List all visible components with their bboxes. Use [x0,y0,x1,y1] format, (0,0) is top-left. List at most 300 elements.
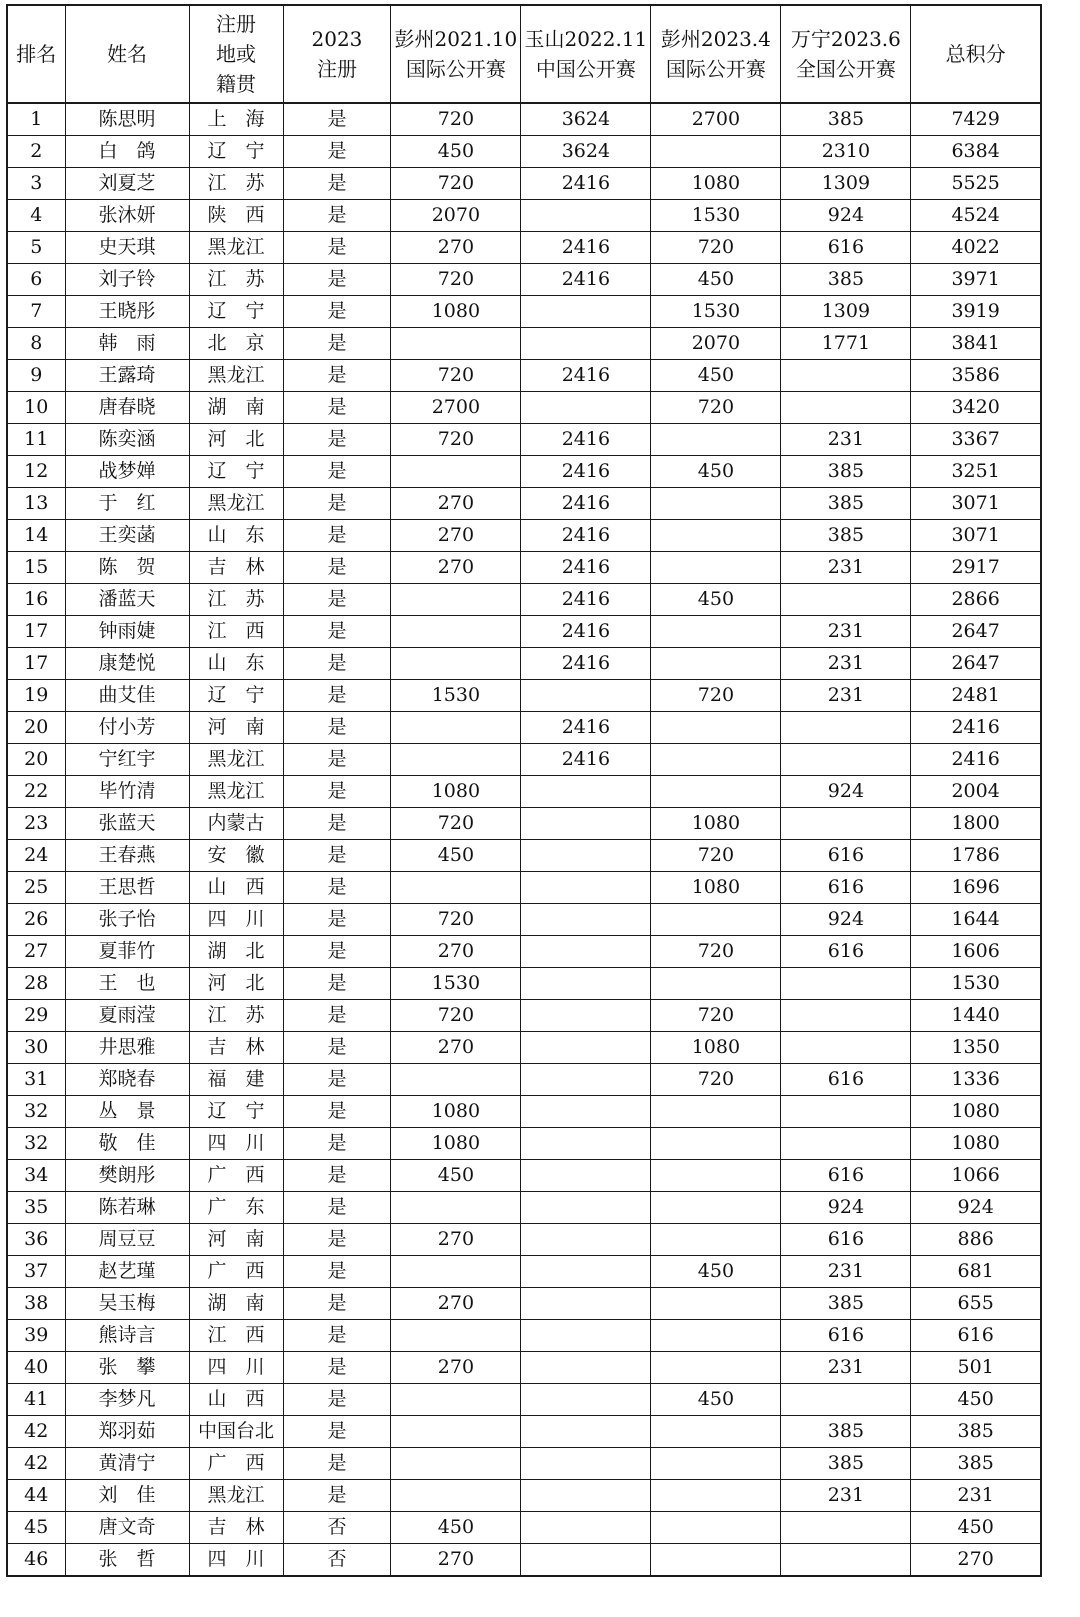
cell-region: 四 川 [189,1128,283,1160]
cell-registered-2023: 是 [283,712,391,744]
cell-event-pengzhou-2021: 270 [391,1032,521,1064]
cell-event-yushan-2022 [521,968,651,1000]
cell-event-wanning-2023 [781,1512,911,1544]
cell-event-pengzhou-2021: 450 [391,840,521,872]
table-row [7,328,1041,360]
cell-rank: 14 [7,520,65,552]
table-row [7,776,1041,808]
cell-event-pengzhou-2023 [651,968,781,1000]
cell-rank: 40 [7,1352,65,1384]
table-row [7,520,1041,552]
cell-region: 四 川 [189,1544,283,1577]
cell-rank: 25 [7,872,65,904]
cell-event-wanning-2023: 231 [781,616,911,648]
cell-name: 王奕菡 [65,520,189,552]
cell-event-pengzhou-2023 [651,904,781,936]
cell-name: 钟雨婕 [65,616,189,648]
cell-rank: 35 [7,1192,65,1224]
cell-event-wanning-2023 [781,1384,911,1416]
cell-event-pengzhou-2021: 270 [391,1544,521,1577]
cell-event-wanning-2023: 616 [781,1224,911,1256]
cell-region: 黑龙江 [189,1480,283,1512]
cell-event-pengzhou-2021: 270 [391,488,521,520]
cell-name: 李梦凡 [65,1384,189,1416]
cell-registered-2023: 是 [283,840,391,872]
table-row [7,1352,1041,1384]
cell-event-pengzhou-2021: 720 [391,264,521,296]
cell-rank: 8 [7,328,65,360]
cell-event-pengzhou-2021: 270 [391,936,521,968]
cell-region: 黑龙江 [189,232,283,264]
cell-region: 江 苏 [189,168,283,200]
cell-rank: 10 [7,392,65,424]
cell-total-points: 385 [911,1416,1041,1448]
table-row [7,1128,1041,1160]
cell-registered-2023: 是 [283,744,391,776]
cell-region: 广 西 [189,1160,283,1192]
cell-name: 刘子铃 [65,264,189,296]
cell-event-wanning-2023 [781,744,911,776]
cell-event-pengzhou-2023: 2700 [651,103,781,136]
cell-name: 夏菲竹 [65,936,189,968]
cell-region: 湖 南 [189,1288,283,1320]
cell-event-yushan-2022 [521,1544,651,1577]
cell-region: 山 东 [189,648,283,680]
cell-rank: 42 [7,1448,65,1480]
cell-name: 曲艾佳 [65,680,189,712]
table-row [7,1544,1041,1577]
table-row [7,1032,1041,1064]
cell-total-points: 3420 [911,392,1041,424]
cell-event-yushan-2022: 2416 [521,520,651,552]
cell-region: 江 西 [189,616,283,648]
cell-total-points: 3071 [911,520,1041,552]
cell-total-points: 231 [911,1480,1041,1512]
cell-rank: 28 [7,968,65,1000]
table-row [7,488,1041,520]
cell-registered-2023: 是 [283,1128,391,1160]
cell-name: 王思哲 [65,872,189,904]
cell-event-pengzhou-2023: 1530 [651,296,781,328]
cell-event-wanning-2023: 616 [781,1160,911,1192]
cell-event-pengzhou-2023: 1080 [651,1032,781,1064]
cell-event-pengzhou-2021: 720 [391,904,521,936]
cell-registered-2023: 是 [283,1224,391,1256]
cell-event-yushan-2022 [521,1256,651,1288]
table-row [7,1192,1041,1224]
header-registered-2023: 2023注册 [283,5,391,103]
cell-rank: 39 [7,1320,65,1352]
cell-event-pengzhou-2023 [651,1480,781,1512]
cell-event-pengzhou-2023 [651,1160,781,1192]
cell-event-wanning-2023: 1771 [781,328,911,360]
table-row [7,1288,1041,1320]
table-row [7,136,1041,168]
cell-event-pengzhou-2023 [651,776,781,808]
cell-rank: 42 [7,1416,65,1448]
cell-event-yushan-2022 [521,808,651,840]
cell-total-points: 681 [911,1256,1041,1288]
cell-event-wanning-2023: 1309 [781,296,911,328]
table-row [7,1000,1041,1032]
cell-event-pengzhou-2023 [651,1448,781,1480]
cell-event-yushan-2022 [521,1416,651,1448]
cell-registered-2023: 是 [283,232,391,264]
cell-event-yushan-2022 [521,1448,651,1480]
cell-event-pengzhou-2021 [391,744,521,776]
table-row [7,808,1041,840]
cell-total-points: 616 [911,1320,1041,1352]
cell-event-yushan-2022 [521,776,651,808]
cell-name: 王露琦 [65,360,189,392]
cell-event-yushan-2022 [521,1512,651,1544]
cell-total-points: 2004 [911,776,1041,808]
cell-name: 唐文奇 [65,1512,189,1544]
cell-event-pengzhou-2023 [651,1192,781,1224]
cell-total-points: 450 [911,1384,1041,1416]
table-row [7,200,1041,232]
cell-rank: 12 [7,456,65,488]
cell-event-yushan-2022 [521,1000,651,1032]
cell-event-wanning-2023: 385 [781,1288,911,1320]
cell-event-pengzhou-2021: 720 [391,808,521,840]
cell-total-points: 1440 [911,1000,1041,1032]
cell-event-wanning-2023: 385 [781,456,911,488]
cell-event-pengzhou-2023 [651,648,781,680]
cell-region: 辽 宁 [189,136,283,168]
cell-event-pengzhou-2023 [651,616,781,648]
cell-region: 山 东 [189,520,283,552]
cell-event-pengzhou-2021 [391,616,521,648]
cell-registered-2023: 是 [283,103,391,136]
cell-total-points: 886 [911,1224,1041,1256]
cell-region: 吉 林 [189,1032,283,1064]
cell-total-points: 450 [911,1512,1041,1544]
cell-event-yushan-2022: 2416 [521,584,651,616]
cell-event-wanning-2023: 924 [781,1192,911,1224]
cell-event-wanning-2023: 616 [781,872,911,904]
cell-rank: 26 [7,904,65,936]
cell-name: 唐春晓 [65,392,189,424]
cell-region: 江 苏 [189,264,283,296]
cell-total-points: 3841 [911,328,1041,360]
cell-name: 张子怡 [65,904,189,936]
cell-registered-2023: 是 [283,360,391,392]
cell-event-yushan-2022: 2416 [521,168,651,200]
cell-registered-2023: 是 [283,488,391,520]
cell-name: 刘 佳 [65,1480,189,1512]
cell-name: 郑晓春 [65,1064,189,1096]
cell-event-yushan-2022 [521,1320,651,1352]
cell-event-wanning-2023 [781,1000,911,1032]
cell-event-wanning-2023: 924 [781,776,911,808]
cell-rank: 32 [7,1096,65,1128]
cell-registered-2023: 是 [283,392,391,424]
cell-registered-2023: 是 [283,872,391,904]
cell-total-points: 2647 [911,616,1041,648]
cell-event-wanning-2023: 385 [781,488,911,520]
cell-event-yushan-2022 [521,1480,651,1512]
cell-region: 内蒙古 [189,808,283,840]
cell-event-pengzhou-2021: 720 [391,1000,521,1032]
cell-event-pengzhou-2021: 1080 [391,1128,521,1160]
header-event-pengzhou-2021: 彭州2021.10国际公开赛 [391,5,521,103]
cell-name: 王春燕 [65,840,189,872]
header-event-pengzhou-2023: 彭州2023.4 国际公开赛 [651,5,781,103]
cell-rank: 32 [7,1128,65,1160]
cell-registered-2023: 是 [283,936,391,968]
header-event-yushan-2022: 玉山2022.11中国公开赛 [521,5,651,103]
cell-region: 福 建 [189,1064,283,1096]
cell-total-points: 3971 [911,264,1041,296]
cell-event-pengzhou-2023: 450 [651,1256,781,1288]
cell-rank: 7 [7,296,65,328]
cell-event-pengzhou-2021: 1080 [391,296,521,328]
cell-total-points: 1066 [911,1160,1041,1192]
cell-event-wanning-2023: 231 [781,424,911,456]
cell-event-pengzhou-2023: 720 [651,840,781,872]
cell-registered-2023: 是 [283,648,391,680]
table-row [7,1064,1041,1096]
cell-registered-2023: 是 [283,1384,391,1416]
cell-total-points: 3919 [911,296,1041,328]
cell-event-wanning-2023: 231 [781,680,911,712]
cell-event-pengzhou-2023 [651,744,781,776]
cell-name: 丛 景 [65,1096,189,1128]
cell-event-yushan-2022 [521,1096,651,1128]
header-name: 姓名 [65,5,189,103]
cell-event-yushan-2022 [521,328,651,360]
cell-region: 河 北 [189,424,283,456]
cell-registered-2023: 是 [283,1096,391,1128]
cell-region: 黑龙江 [189,488,283,520]
cell-event-wanning-2023 [781,1544,911,1577]
cell-name: 张沐妍 [65,200,189,232]
table-row [7,1416,1041,1448]
cell-event-yushan-2022: 2416 [521,424,651,456]
cell-event-pengzhou-2023 [651,520,781,552]
cell-name: 康楚悦 [65,648,189,680]
cell-name: 张 哲 [65,1544,189,1577]
cell-registered-2023: 是 [283,328,391,360]
cell-event-pengzhou-2021 [391,584,521,616]
cell-name: 王 也 [65,968,189,1000]
cell-total-points: 2481 [911,680,1041,712]
cell-event-pengzhou-2021: 270 [391,232,521,264]
cell-rank: 4 [7,200,65,232]
cell-total-points: 1530 [911,968,1041,1000]
cell-event-pengzhou-2021: 2070 [391,200,521,232]
cell-total-points: 2416 [911,744,1041,776]
header-rank: 排名 [7,5,65,103]
cell-registered-2023: 是 [283,168,391,200]
cell-event-yushan-2022 [521,872,651,904]
cell-total-points: 1786 [911,840,1041,872]
cell-total-points: 1606 [911,936,1041,968]
table-row [7,1480,1041,1512]
cell-rank: 16 [7,584,65,616]
cell-name: 陈若琳 [65,1192,189,1224]
cell-event-wanning-2023 [781,392,911,424]
cell-rank: 46 [7,1544,65,1577]
cell-region: 广 西 [189,1448,283,1480]
cell-total-points: 1644 [911,904,1041,936]
cell-event-pengzhou-2021: 1080 [391,776,521,808]
cell-registered-2023: 是 [283,776,391,808]
cell-registered-2023: 是 [283,680,391,712]
cell-region: 吉 林 [189,552,283,584]
cell-region: 辽 宁 [189,456,283,488]
cell-event-pengzhou-2021: 2700 [391,392,521,424]
cell-rank: 9 [7,360,65,392]
cell-region: 四 川 [189,904,283,936]
cell-event-yushan-2022 [521,392,651,424]
cell-event-pengzhou-2021 [391,872,521,904]
cell-total-points: 1800 [911,808,1041,840]
cell-event-pengzhou-2021 [391,712,521,744]
cell-event-yushan-2022: 3624 [521,103,651,136]
cell-rank: 20 [7,712,65,744]
cell-name: 郑羽茹 [65,1416,189,1448]
cell-event-wanning-2023: 385 [781,103,911,136]
cell-event-wanning-2023: 924 [781,904,911,936]
table-row [7,968,1041,1000]
cell-total-points: 270 [911,1544,1041,1577]
cell-rank: 22 [7,776,65,808]
cell-region: 湖 南 [189,392,283,424]
cell-registered-2023: 是 [283,1032,391,1064]
cell-rank: 3 [7,168,65,200]
cell-name: 周豆豆 [65,1224,189,1256]
cell-event-yushan-2022 [521,1352,651,1384]
cell-name: 毕竹清 [65,776,189,808]
cell-name: 吴玉梅 [65,1288,189,1320]
cell-registered-2023: 是 [283,200,391,232]
cell-event-pengzhou-2023 [651,1544,781,1577]
cell-total-points: 3071 [911,488,1041,520]
cell-rank: 5 [7,232,65,264]
cell-event-yushan-2022 [521,904,651,936]
cell-region: 上 海 [189,103,283,136]
cell-rank: 19 [7,680,65,712]
cell-event-pengzhou-2023: 720 [651,680,781,712]
cell-event-pengzhou-2023: 2070 [651,328,781,360]
cell-rank: 30 [7,1032,65,1064]
table-header [7,5,1041,103]
cell-rank: 20 [7,744,65,776]
cell-registered-2023: 是 [283,296,391,328]
cell-region: 辽 宁 [189,296,283,328]
cell-event-pengzhou-2021 [391,1320,521,1352]
cell-event-pengzhou-2021: 270 [391,552,521,584]
cell-name: 战梦婵 [65,456,189,488]
cell-registered-2023: 是 [283,904,391,936]
table-row [7,872,1041,904]
cell-event-wanning-2023 [781,360,911,392]
cell-event-yushan-2022 [521,296,651,328]
cell-total-points: 6384 [911,136,1041,168]
table-row [7,1224,1041,1256]
cell-region: 湖 北 [189,936,283,968]
table-row [7,360,1041,392]
cell-event-pengzhou-2023 [651,1512,781,1544]
cell-registered-2023: 是 [283,1352,391,1384]
cell-event-yushan-2022: 2416 [521,616,651,648]
cell-event-pengzhou-2023 [651,1128,781,1160]
cell-total-points: 1696 [911,872,1041,904]
cell-event-wanning-2023 [781,1096,911,1128]
cell-event-wanning-2023 [781,1128,911,1160]
cell-name: 宁红宇 [65,744,189,776]
cell-event-pengzhou-2021 [391,1448,521,1480]
cell-event-pengzhou-2021: 1080 [391,1096,521,1128]
cell-event-pengzhou-2021: 270 [391,1224,521,1256]
cell-rank: 27 [7,936,65,968]
cell-region: 河 南 [189,712,283,744]
cell-rank: 24 [7,840,65,872]
cell-event-pengzhou-2021: 720 [391,424,521,456]
table-row [7,1096,1041,1128]
cell-name: 黄清宁 [65,1448,189,1480]
cell-event-pengzhou-2021: 270 [391,1352,521,1384]
cell-event-pengzhou-2021: 720 [391,103,521,136]
cell-event-pengzhou-2021 [391,1416,521,1448]
cell-registered-2023: 否 [283,1512,391,1544]
cell-total-points: 1080 [911,1096,1041,1128]
cell-event-yushan-2022 [521,1288,651,1320]
cell-registered-2023: 是 [283,1000,391,1032]
cell-event-pengzhou-2023 [651,1224,781,1256]
cell-event-pengzhou-2021 [391,1384,521,1416]
cell-event-pengzhou-2023: 720 [651,1064,781,1096]
cell-rank: 15 [7,552,65,584]
cell-event-pengzhou-2021 [391,328,521,360]
cell-event-wanning-2023: 2310 [781,136,911,168]
cell-event-pengzhou-2023: 720 [651,936,781,968]
cell-event-pengzhou-2023 [651,1288,781,1320]
cell-registered-2023: 是 [283,1256,391,1288]
cell-registered-2023: 是 [283,520,391,552]
cell-event-pengzhou-2021: 720 [391,168,521,200]
cell-event-wanning-2023: 231 [781,1256,911,1288]
cell-name: 付小芳 [65,712,189,744]
table-row [7,744,1041,776]
cell-event-pengzhou-2021: 450 [391,1512,521,1544]
cell-event-wanning-2023: 385 [781,520,911,552]
cell-rank: 2 [7,136,65,168]
cell-rank: 34 [7,1160,65,1192]
cell-event-pengzhou-2021 [391,1064,521,1096]
cell-event-yushan-2022: 2416 [521,744,651,776]
cell-event-yushan-2022: 2416 [521,552,651,584]
cell-name: 夏雨滢 [65,1000,189,1032]
cell-event-pengzhou-2021: 720 [391,360,521,392]
cell-registered-2023: 是 [283,584,391,616]
table-row [7,712,1041,744]
cell-rank: 17 [7,616,65,648]
cell-region: 山 西 [189,872,283,904]
cell-rank: 31 [7,1064,65,1096]
cell-registered-2023: 是 [283,808,391,840]
cell-event-wanning-2023: 231 [781,1352,911,1384]
cell-event-yushan-2022: 2416 [521,456,651,488]
cell-rank: 41 [7,1384,65,1416]
cell-event-pengzhou-2023: 1530 [651,200,781,232]
table-row [7,584,1041,616]
cell-name: 赵艺瑾 [65,1256,189,1288]
cell-region: 辽 宁 [189,1096,283,1128]
header-event-wanning-2023: 万宁2023.6 全国公开赛 [781,5,911,103]
